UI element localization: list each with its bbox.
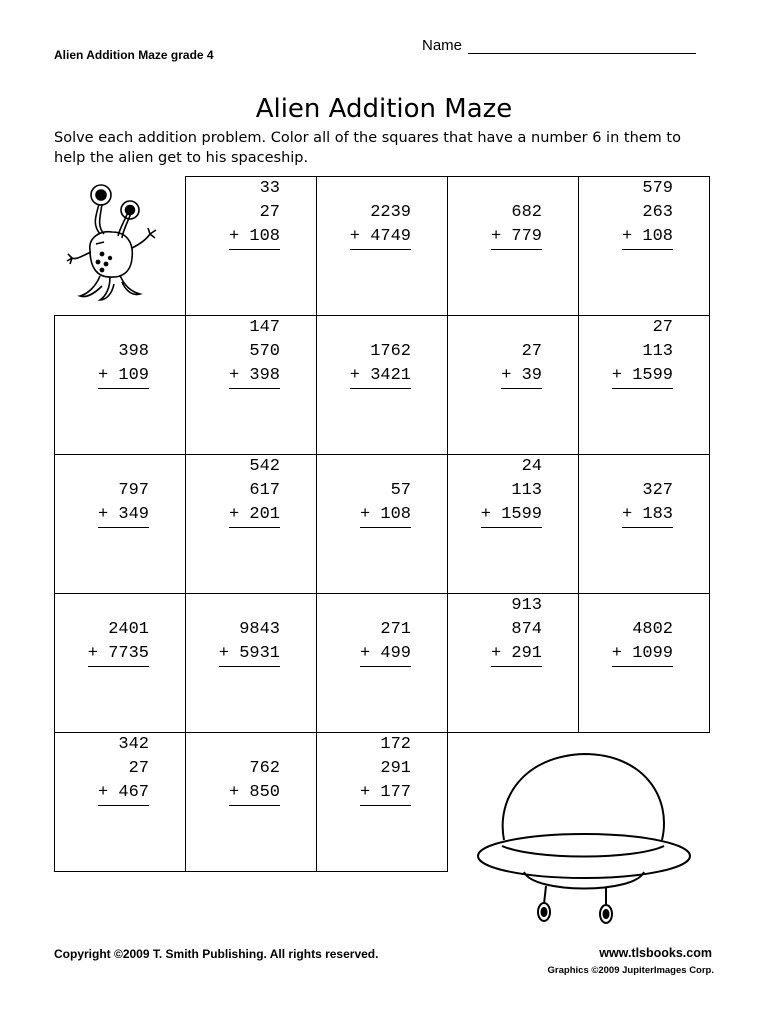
maze-cell[interactable]: [185, 176, 317, 316]
addend: 762: [249, 759, 280, 778]
last-addend: [229, 225, 280, 250]
maze-cell[interactable]: [447, 593, 579, 733]
name-label: Name: [422, 37, 463, 54]
plus-sign: +: [349, 227, 371, 246]
worksheet-label: Alien Addition Maze grade 4: [54, 48, 214, 62]
maze-cell[interactable]: [447, 454, 579, 594]
addend: 4802: [632, 620, 673, 639]
instructions: Solve each addition problem. Color all of the squares that have a number 6 in them to help the alien get to his spaceship.: [54, 130, 681, 166]
addition-problem: [491, 594, 542, 667]
plus-sign: +: [359, 505, 381, 524]
plus-sign: +: [228, 783, 250, 802]
last-addend: [491, 642, 542, 667]
last-addend: [612, 364, 673, 389]
addend: 108: [249, 227, 280, 246]
plus-sign: +: [97, 783, 119, 802]
maze-cell[interactable]: [578, 176, 710, 316]
maze-cell[interactable]: [316, 454, 448, 594]
addend: 33: [259, 179, 280, 198]
maze-cell[interactable]: [185, 732, 317, 872]
addend: 27: [128, 759, 149, 778]
plus-sign: +: [97, 366, 119, 385]
addend: 271: [380, 620, 411, 639]
maze-cell[interactable]: [316, 315, 448, 455]
name-blank-line[interactable]: [468, 39, 696, 54]
addend: 27: [259, 203, 280, 222]
page-title: Alien Addition Maze: [255, 94, 513, 124]
last-addend: [350, 225, 411, 250]
plus-sign: +: [621, 227, 643, 246]
graphics-credit: Graphics ©2009 JupiterImages Corp.: [547, 965, 714, 976]
addition-problem: [219, 618, 280, 667]
addend: 2401: [108, 620, 149, 639]
plus-sign: +: [359, 644, 381, 663]
last-addend: [350, 364, 411, 389]
plus-sign: +: [611, 644, 633, 663]
plus-sign: +: [611, 366, 633, 385]
plus-sign: +: [228, 366, 250, 385]
last-addend: [612, 642, 673, 667]
addend: 499: [380, 644, 411, 663]
addend: 108: [380, 505, 411, 524]
spaceship-illustration: [474, 748, 702, 932]
addend: 327: [642, 481, 673, 500]
addend: 2239: [370, 203, 411, 222]
maze-cell[interactable]: [316, 732, 448, 872]
addition-problem: [491, 201, 542, 250]
maze-cell[interactable]: [578, 315, 710, 455]
addition-problem: [360, 479, 411, 528]
maze-cell[interactable]: [447, 315, 579, 455]
addition-problem: [229, 177, 280, 250]
maze-cell[interactable]: [316, 176, 448, 316]
plus-sign: +: [359, 783, 381, 802]
addend: 542: [249, 457, 280, 476]
last-addend: [481, 503, 542, 528]
addend: 1599: [632, 366, 673, 385]
plus-sign: +: [621, 505, 643, 524]
addend: 201: [249, 505, 280, 524]
addend: 1099: [632, 644, 673, 663]
plus-sign: +: [480, 505, 502, 524]
addition-problem: [612, 316, 673, 389]
addend: 183: [642, 505, 673, 524]
addition-problem: [98, 733, 149, 806]
addend: 579: [642, 179, 673, 198]
addend: 570: [249, 342, 280, 361]
addend: 113: [511, 481, 542, 500]
website-link[interactable]: www.tlsbooks.com: [599, 946, 712, 960]
addend: 874: [511, 620, 542, 639]
last-addend: [360, 781, 411, 806]
addend: 5931: [239, 644, 280, 663]
addition-problem: [360, 733, 411, 806]
addend: 291: [511, 644, 542, 663]
addend: 113: [642, 342, 673, 361]
addition-problem: [229, 757, 280, 806]
last-addend: [88, 642, 149, 667]
maze-cell[interactable]: [447, 176, 579, 316]
last-addend: [360, 642, 411, 667]
addend: 349: [118, 505, 149, 524]
name-field[interactable]: [422, 37, 696, 54]
addend: 1762: [370, 342, 411, 361]
addition-problem: [350, 340, 411, 389]
maze-cell[interactable]: [54, 315, 186, 455]
last-addend: [229, 503, 280, 528]
last-addend: [501, 364, 542, 389]
addend: 1599: [501, 505, 542, 524]
last-addend: [98, 781, 149, 806]
plus-sign: +: [87, 644, 109, 663]
addend: 797: [118, 481, 149, 500]
plus-sign: +: [490, 227, 512, 246]
addition-problem: [360, 618, 411, 667]
addition-problem: [98, 479, 149, 528]
plus-sign: +: [97, 505, 119, 524]
addend: 291: [380, 759, 411, 778]
addend: 24: [521, 457, 542, 476]
last-addend: [98, 503, 149, 528]
addend: 3421: [370, 366, 411, 385]
addend: 398: [118, 342, 149, 361]
maze-cell[interactable]: [185, 593, 317, 733]
maze-cell[interactable]: [578, 454, 710, 594]
plus-sign: +: [349, 366, 371, 385]
addend: 147: [249, 318, 280, 337]
maze-cell[interactable]: [316, 593, 448, 733]
addition-problem: [612, 618, 673, 667]
addend: 850: [249, 783, 280, 802]
addend: 617: [249, 481, 280, 500]
copyright-text: Copyright ©2009 T. Smith Publishing. All rights reserved.: [54, 947, 379, 961]
last-addend: [622, 225, 673, 250]
addend: 109: [118, 366, 149, 385]
last-addend: [622, 503, 673, 528]
last-addend: [229, 781, 280, 806]
maze-cell[interactable]: [54, 454, 186, 594]
addend: 263: [642, 203, 673, 222]
maze-cell[interactable]: [54, 732, 186, 872]
addend: 682: [511, 203, 542, 222]
maze-cell[interactable]: [578, 593, 710, 733]
addition-problem: [229, 316, 280, 389]
addition-problem: [622, 479, 673, 528]
plus-sign: +: [228, 227, 250, 246]
addend: 342: [118, 735, 149, 754]
addend: 913: [511, 596, 542, 615]
addend: 4749: [370, 227, 411, 246]
addend: 779: [511, 227, 542, 246]
addition-problem: [622, 177, 673, 250]
addend: 39: [521, 366, 542, 385]
addition-problem: [350, 201, 411, 250]
maze-cell[interactable]: [54, 593, 186, 733]
addition-problem: [98, 340, 149, 389]
addition-problem: [88, 618, 149, 667]
addend: 172: [380, 735, 411, 754]
addend: 108: [642, 227, 673, 246]
addition-problem: [481, 455, 542, 528]
addend: 27: [652, 318, 673, 337]
addend: 177: [380, 783, 411, 802]
last-addend: [229, 364, 280, 389]
last-addend: [219, 642, 280, 667]
last-addend: [491, 225, 542, 250]
plus-sign: +: [490, 644, 512, 663]
last-addend: [360, 503, 411, 528]
maze-cell[interactable]: [185, 454, 317, 594]
plus-sign: +: [501, 366, 522, 385]
alien-illustration: [66, 182, 162, 304]
plus-sign: +: [228, 505, 250, 524]
plus-sign: +: [218, 644, 240, 663]
maze-cell[interactable]: [185, 315, 317, 455]
addend: 9843: [239, 620, 280, 639]
addend: 57: [390, 481, 411, 500]
addend: 7735: [108, 644, 149, 663]
addition-problem: [229, 455, 280, 528]
addend: 27: [521, 342, 542, 361]
addend: 398: [249, 366, 280, 385]
last-addend: [98, 364, 149, 389]
addend: 467: [118, 783, 149, 802]
addition-problem: [501, 340, 542, 389]
